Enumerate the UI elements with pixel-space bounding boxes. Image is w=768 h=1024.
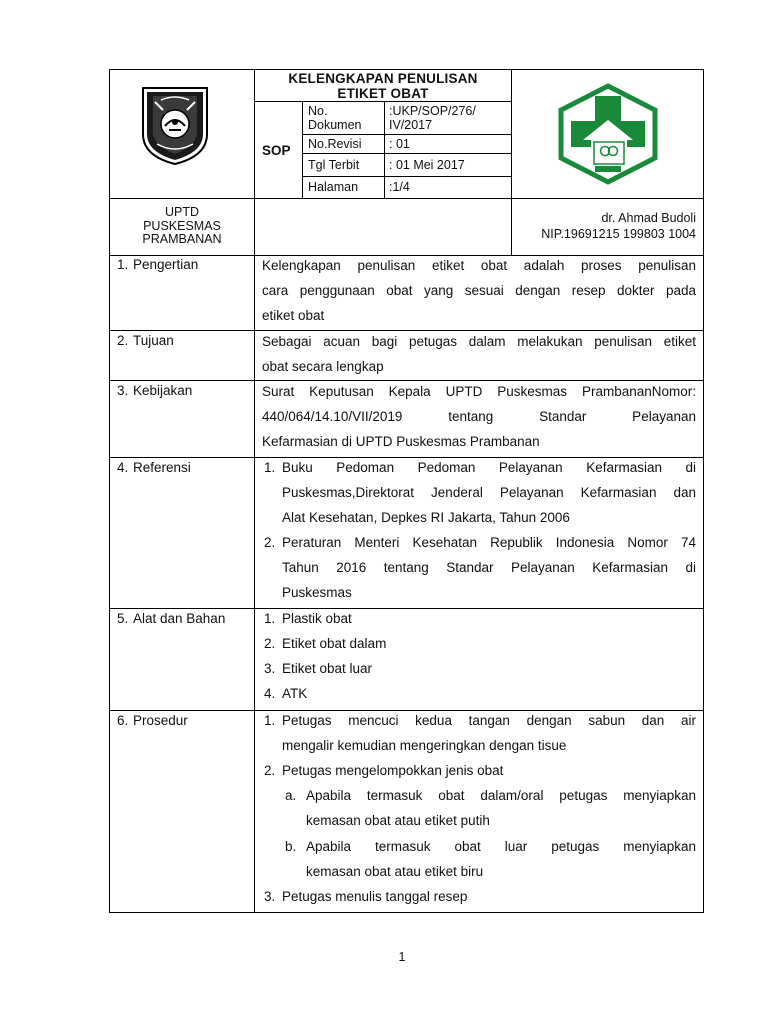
regional-emblem-icon (139, 84, 211, 168)
list-item-line: Alat Kesehatan, Depkes RI Jakarta, Tahun 2006 (282, 510, 570, 525)
section-text-line: 440/064/14.10/VII/2019 tentang Standar Pelayanan (262, 409, 696, 424)
sub-item-letter: b. (285, 839, 297, 854)
list-item-line: Petugas mencuci kedua tangan dengan sabun dan air (282, 713, 696, 728)
meta-label-issue-date: Tgl Terbit (308, 158, 360, 172)
meta-value-line: IV/2017 (389, 118, 433, 132)
list-item-line: Tahun 2016 tentang Standar Pelayanan Kefarmasian di (282, 560, 696, 575)
list-item-line: Peraturan Menteri Kesehatan Republik Indonesia Nomor 74 (282, 535, 696, 550)
section-text-line: Kefarmasian di UPTD Puskesmas Prambanan (262, 434, 540, 449)
signatory-block (512, 211, 696, 242)
list-item-number: 1. (264, 713, 276, 728)
puskesmas-logo-icon (555, 82, 661, 186)
section-label-pengertian: Pengertian (133, 257, 199, 272)
list-item-line: Etiket obat dalam (282, 636, 387, 651)
meta-value-line: :UKP/SOP/276/ (389, 104, 476, 118)
signatory-name: dr. Ahmad Budoli (601, 211, 696, 225)
organization-name-line: PRAMBANAN (142, 232, 222, 246)
section-label-kebijakan: Kebijakan (133, 383, 193, 398)
table-border (302, 101, 303, 198)
list-item-line: ATK (282, 686, 308, 701)
section-text-line: Sebagai acuan bagi petugas dalam melakukan penulisan etiket (262, 334, 696, 349)
section-number: 6. (117, 713, 129, 728)
section-text-line: Surat Keputusan Kepala UPTD Puskesmas PrambananNomor: (262, 384, 696, 399)
list-item-number: 4. (264, 686, 276, 701)
meta-label-page: Halaman (308, 180, 359, 194)
table-border (109, 69, 704, 70)
section-text-line: etiket obat (262, 308, 325, 323)
sub-item-letter: a. (285, 788, 297, 803)
meta-value-doc-number (389, 104, 476, 132)
section-number: 5. (117, 611, 129, 626)
document-title-line: ETIKET OBAT (337, 86, 429, 101)
list-item-line: Buku Pedoman Pedoman Pelayanan Kefarmasian di (282, 460, 696, 475)
meta-label-revision: No.Revisi (308, 137, 362, 151)
list-item-number: 1. (264, 611, 276, 626)
list-item-number: 2. (264, 636, 276, 651)
list-item-line: Petugas mengelompokkan jenis obat (282, 763, 504, 778)
table-border (109, 912, 704, 913)
sop-label: SOP (262, 143, 291, 158)
table-border (254, 69, 255, 913)
list-item-number: 2. (264, 535, 276, 550)
meta-value-page: :1/4 (389, 180, 410, 194)
list-item-number: 2. (264, 763, 276, 778)
section-number: 3. (117, 383, 129, 398)
section-label-prosedur: Prosedur (133, 713, 188, 728)
list-item-number: 3. (264, 889, 276, 904)
table-border (109, 608, 704, 609)
table-border (703, 69, 704, 913)
table-border (109, 198, 704, 199)
meta-label-line: No. (308, 104, 328, 118)
organization-name-line: PUSKESMAS (143, 218, 221, 233)
section-number: 1. (117, 257, 129, 272)
meta-value-issue-date: : 01 Mei 2017 (389, 158, 465, 172)
table-border (109, 69, 110, 913)
sub-item-line: kemasan obat atau etiket putih (306, 813, 490, 828)
list-item-number: 3. (264, 661, 276, 676)
sub-item-line: kemasan obat atau etiket biru (306, 864, 484, 879)
section-label-referensi: Referensi (133, 460, 191, 475)
table-border (384, 101, 385, 198)
list-item-line: Petugas menulis tanggal resep (282, 889, 468, 904)
meta-label-doc-number (308, 104, 362, 132)
sub-item-line: Apabila termasuk obat dalam/oral petugas menyiapkan (306, 788, 696, 803)
document-title-line: KELENGKAPAN PENULISAN (288, 71, 478, 86)
list-item-line: Plastik obat (282, 611, 352, 626)
list-item-line: Puskesmas (282, 585, 352, 600)
organization-name-line: UPTD (164, 205, 200, 219)
document-title (255, 71, 511, 101)
table-border (302, 134, 512, 135)
signatory-nip: NIP.19691215 199803 1004 (541, 226, 696, 241)
organization-name (110, 206, 254, 247)
list-item-line: Etiket obat luar (282, 661, 373, 676)
page-number: 1 (398, 950, 406, 964)
section-text-line: obat secara lengkap (262, 359, 384, 374)
section-label-tujuan: Tujuan (133, 333, 174, 348)
section-label-alat-dan-bahan: Alat dan Bahan (133, 611, 226, 626)
sub-item-line: Apabila termasuk obat luar petugas menyiapkan (306, 839, 696, 854)
list-item-number: 1. (264, 460, 276, 475)
section-text-line: cara penggunaan obat yang sesuai dengan resep dokter pada (262, 283, 696, 298)
section-number: 4. (117, 460, 129, 475)
meta-value-revision: : 01 (389, 137, 410, 151)
list-item-line: mengalir kemudian mengeringkan dengan tisue (282, 738, 567, 753)
list-item-line: Puskesmas,Direktorat Jenderal Pelayanan Kefarmasian dan (282, 485, 696, 500)
meta-label-line: Dokumen (308, 118, 362, 132)
section-number: 2. (117, 333, 129, 348)
table-border (302, 153, 512, 154)
table-border (254, 101, 512, 102)
table-border (302, 176, 512, 177)
section-text-line: Kelengkapan penulisan etiket obat adalah proses penulisan (262, 258, 696, 273)
